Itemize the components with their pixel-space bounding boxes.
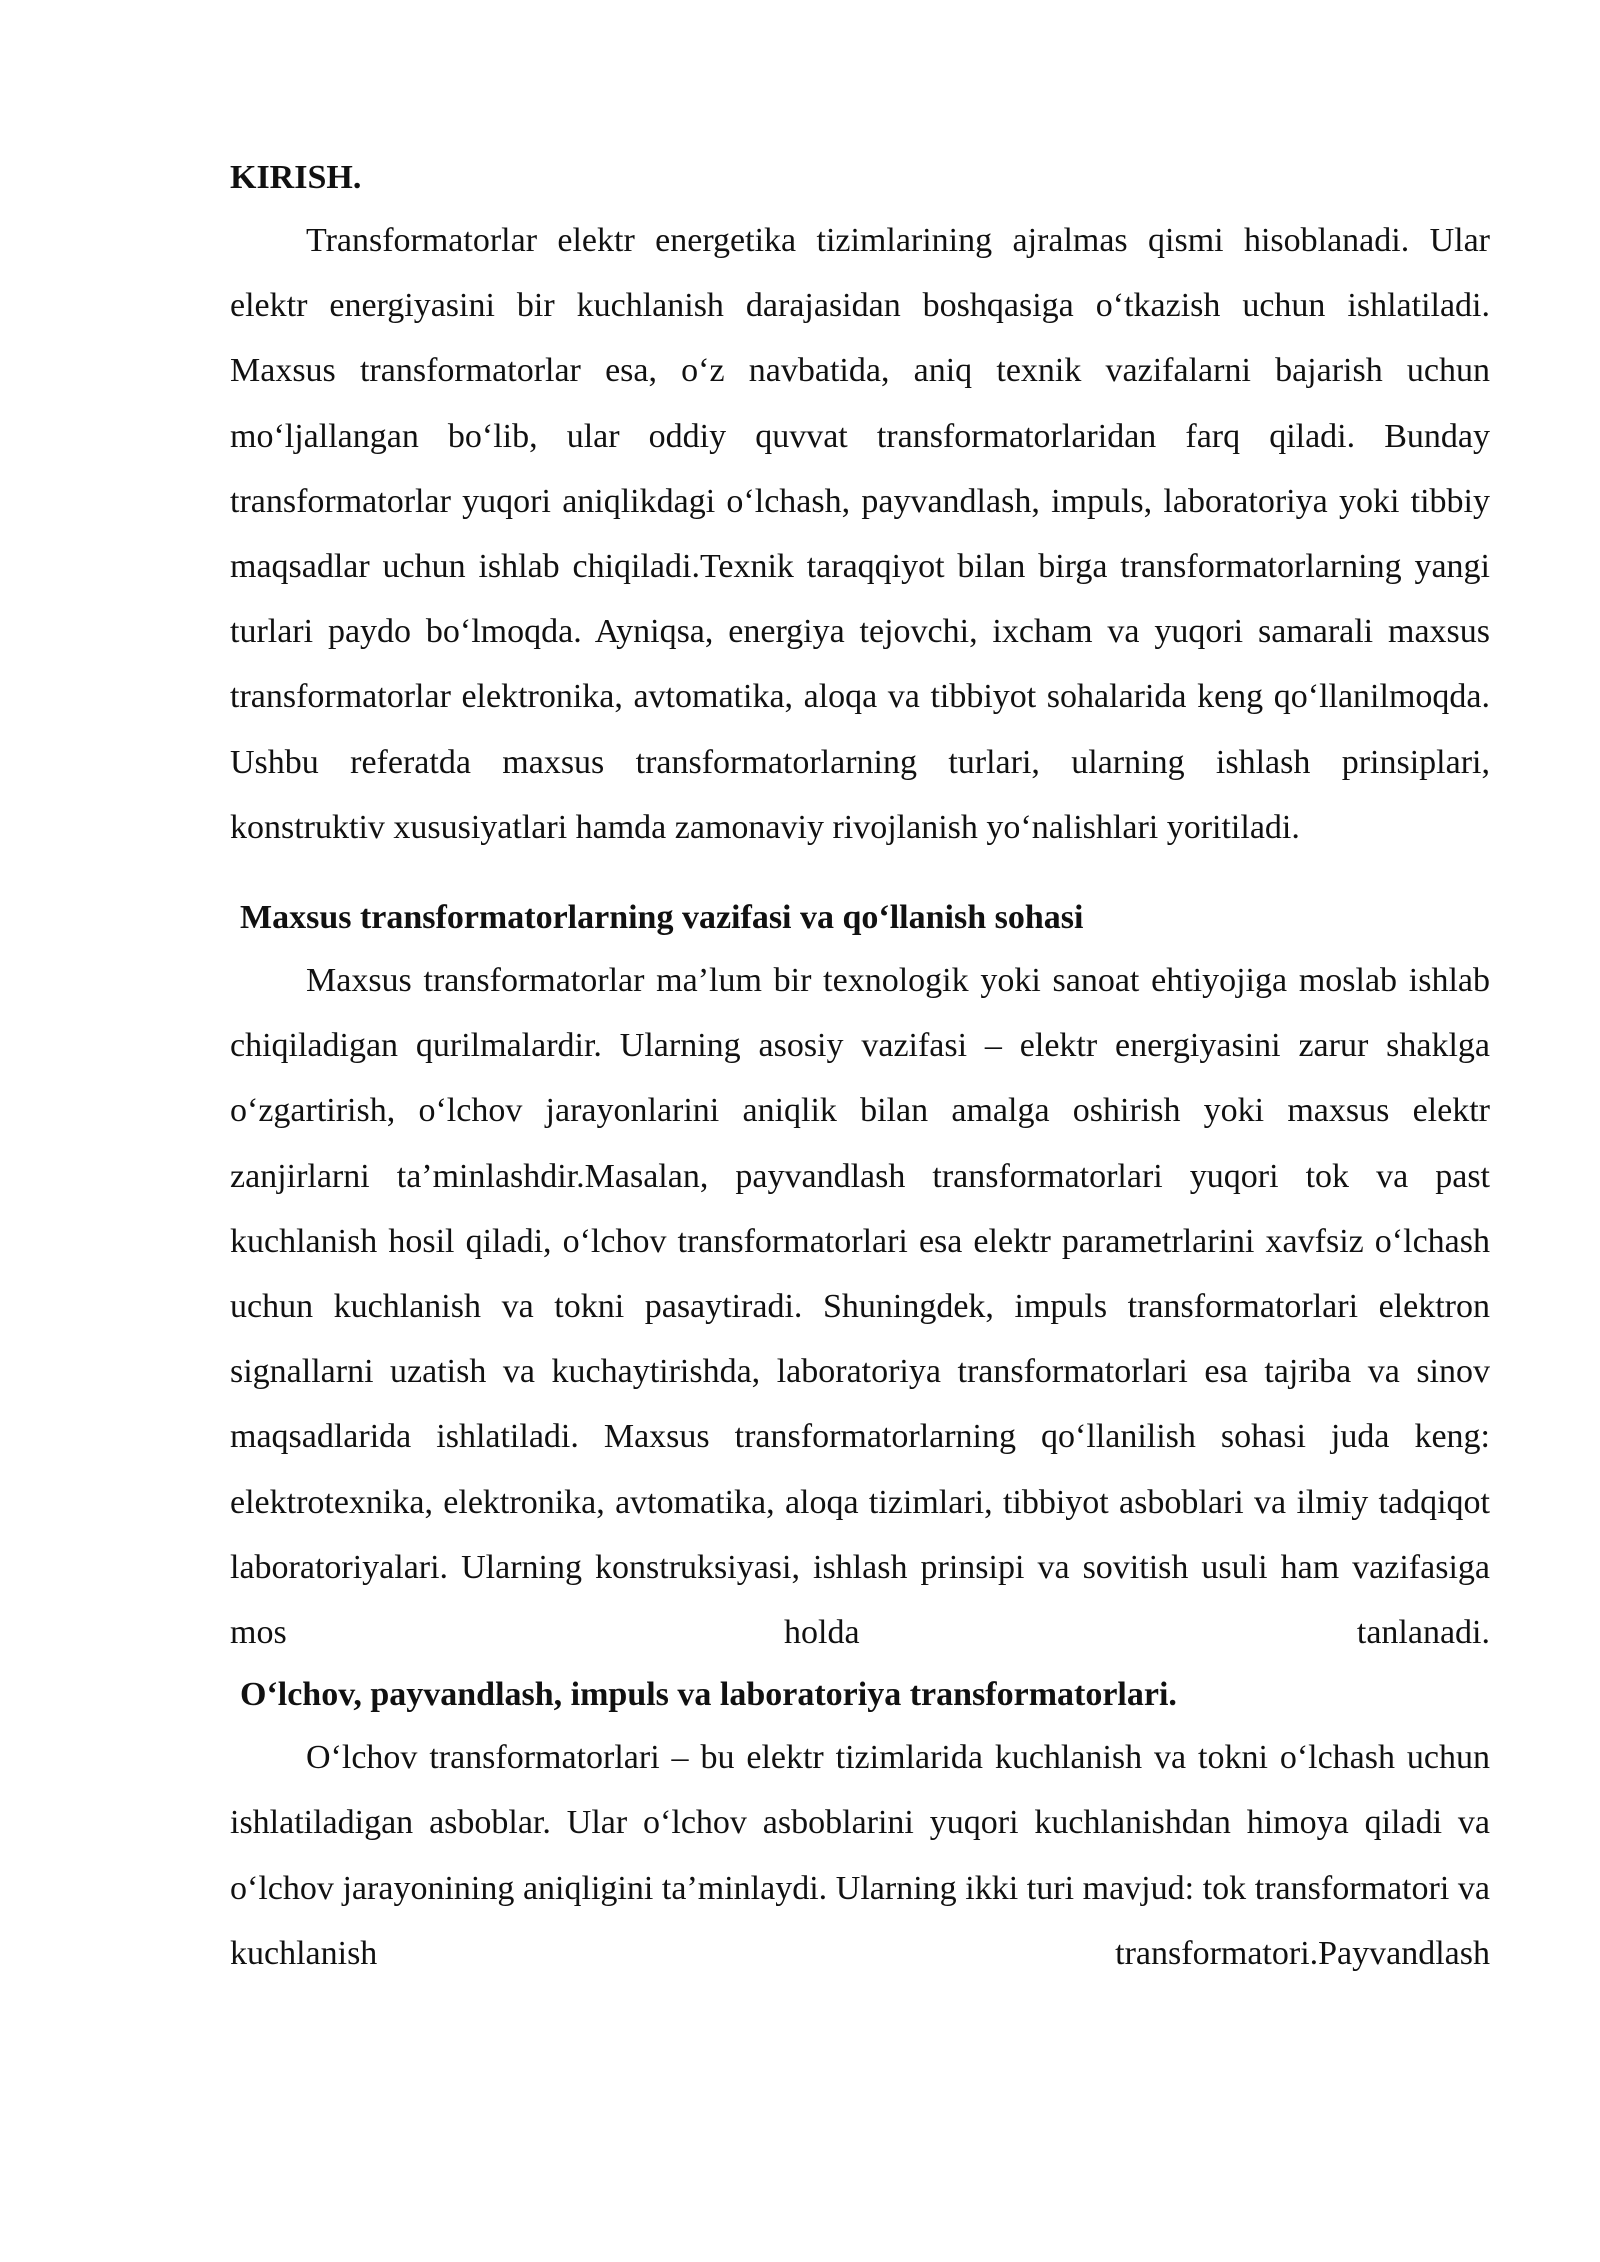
- section1-paragraph: Maxsus transformatorlar ma’lum bir texnologik yoki sanoat ehtiyojiga moslab ishlab chiqiladigan qurilmalardir. Ularning asosiy vazifasi – elektr energiyasini zarur shaklga o‘zgartirish, o‘lchov jarayonlarini aniqlik bilan amalga oshirish yoki maxsus elektr zanjirlarni ta’minlashdir.Masalan, payvandlash transformatorlari yuqori tok va past kuchlanish hosil qiladi, o‘lchov transformatorlari esa elektr parametrlarini xavfsiz o‘lchash uchun kuchlanish va tokni pasaytiradi. Shuningdek, impuls transformatorlari elektron signallarni uzatish va kuchaytirishda, laboratoriya transformatorlari esa tajriba va sinov maqsadlarida ishlatiladi. Maxsus transformatorlarning qo‘llanilish sohasi juda keng: elektrotexnika, elektronika, avtomatika, aloqa tizimlari, tibbiyot asboblari va ilmiy tadqiqot laboratoriyalari. Ularning konstruksiyasi, ishlash prinsipi va sovitish usuli ham vazifasiga mos holda tanlanadi.: [230, 962, 1490, 1652]
- section2-paragraph: O‘lchov transformatorlari – bu elektr tizimlarida kuchlanish va tokni o‘lchash uchun ishlatiladigan asboblar. Ular o‘lchov asboblarini yuqori kuchlanishdan himoya qiladi va o‘lchov jarayonining aniqligini ta’minlaydi. Ularning ikki turi mavjud: tok transformatori va kuchlanish transformatori.Payvandlash: [230, 1739, 1490, 1972]
- section2-heading: O‘lchov, payvandlash, impuls va laboratoriya transformatorlari.: [240, 1676, 1177, 1714]
- section1-heading: Maxsus transformatorlarning vazifasi va qo‘llanish sohasi: [240, 899, 1084, 937]
- section-gap: [230, 860, 1490, 888]
- intro-paragraph: Transformatorlar elektr energetika tizimlarining ajralmas qismi hisoblanadi. Ular elektr energiyasini bir kuchlanish darajasidan boshqasiga o‘tkazish uchun ishlatiladi. Maxsus transformatorlar esa, o‘z navbatida, aniq texnik vazifalarni bajarish uchun mo‘ljallangan bo‘lib, ular oddiy quvvat transformatorlaridan farq qiladi. Bunday transformatorlar yuqori aniqlikdagi o‘lchash, payvandlash, impuls, laboratoriya yoki tibbiy maqsadlar uchun ishlab chiqiladi.Texnik taraqqiyot bilan birga transformatorlarning yangi turlari paydo bo‘lmoqda. Ayniqsa, energiya tejovchi, ixcham va yuqori samarali maxsus transformatorlar elektronika, avtomatika, aloqa va tibbiyot sohalarida keng qo‘llanilmoqda. Ushbu referatda maxsus transformatorlarning turlari, ularning ishlash prinsiplari, konstruktiv xususiyatlari hamda zamonaviy rivojlanish yo‘nalishlari yoritiladi.: [230, 222, 1490, 846]
- intro-heading: KIRISH.: [230, 159, 362, 196]
- document-page: [230, 148, 1490, 1986]
